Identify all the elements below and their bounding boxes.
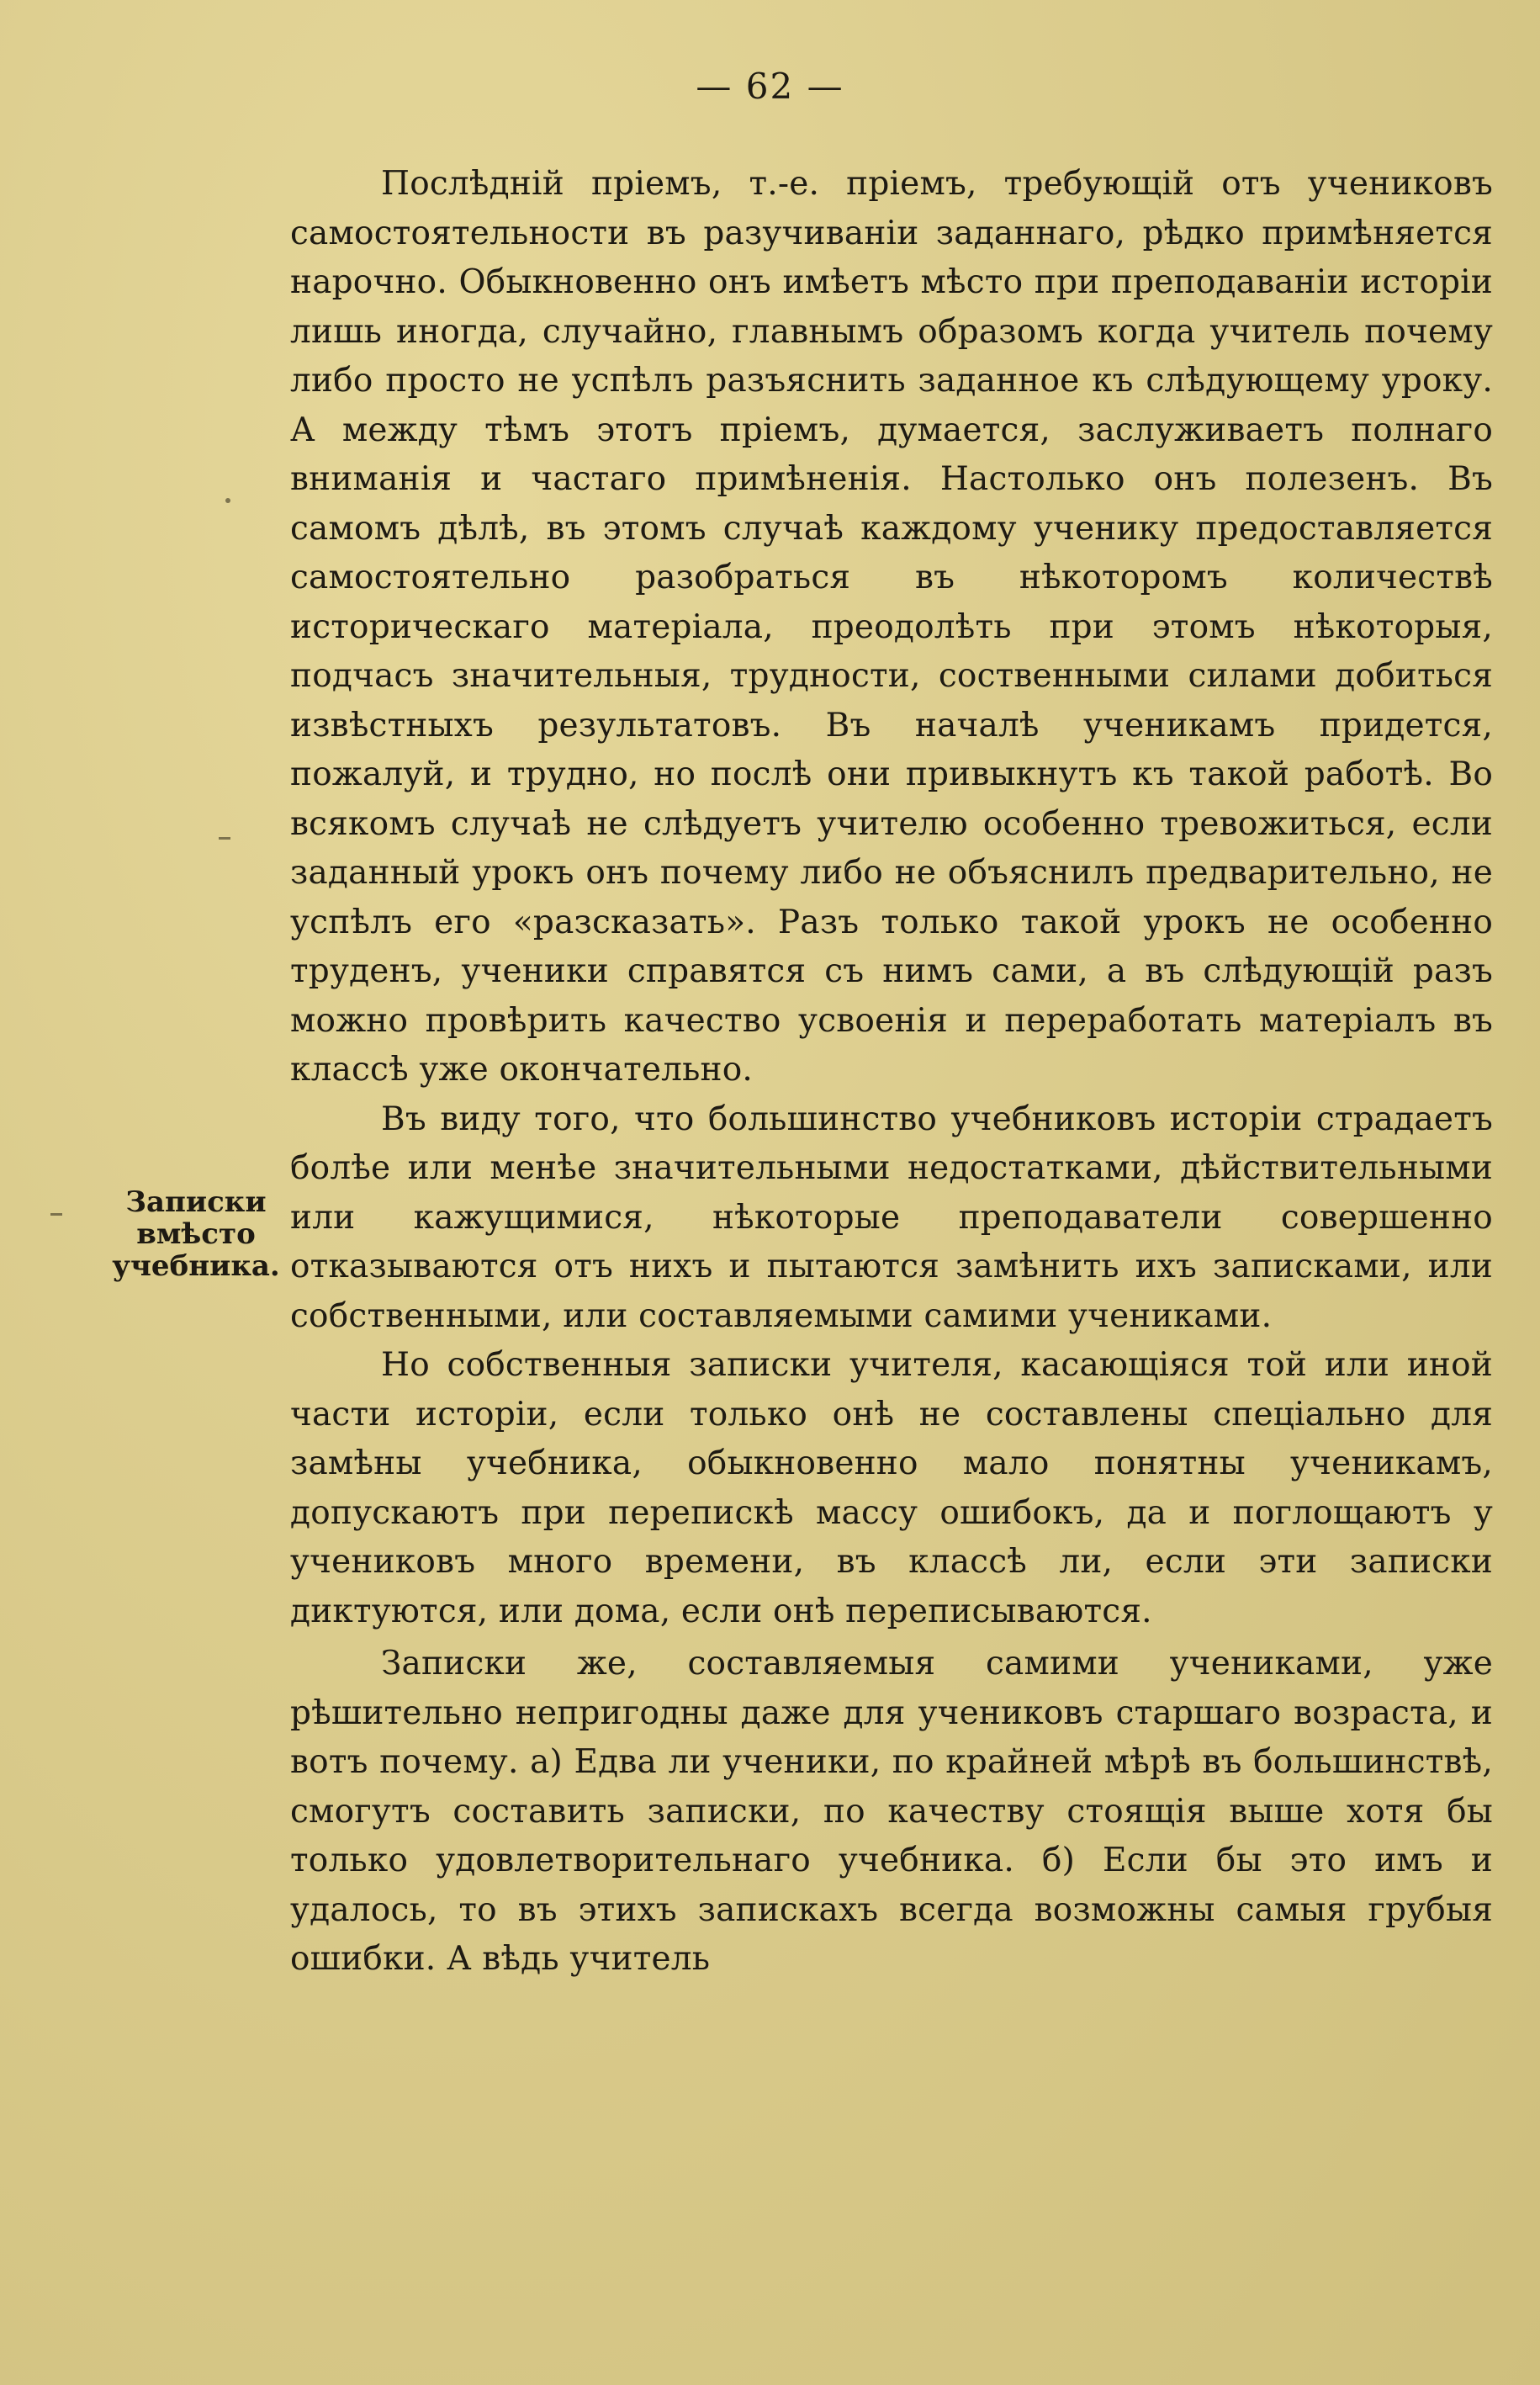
- paragraph: Въ виду того, что большинство учебниковъ исторіи страдаетъ болѣе или менѣе значительными недостатками, дѣйствительными или кажущимися, нѣкоторые преподаватели совершенно отказываются отъ нихъ и пытаются замѣнить ихъ записками, или собственными, или составляемыми самими учениками.: [290, 1100, 1493, 1335]
- paragraph: Послѣдній пріемъ, т.-е. пріемъ, требующій отъ учениковъ самостоятельности въ разучиваніи заданнаго, рѣдко примѣняется нарочно. Обыкновенно онъ имѣетъ мѣсто при преподаваніи исторіи лишь иногда, случайно, главнымъ образомъ когда учитель почему либо просто не успѣлъ разъяснить заданное къ слѣдующему уроку. А между тѣмъ этотъ пріемъ, думается, заслуживаетъ полнаго вниманія и частаго примѣненія. Настолько онъ полезенъ. Въ самомъ дѣлѣ, въ этомъ случаѣ каждому ученику предоставляется самостоятельно разобраться въ нѣкоторомъ количествѣ историческаго матеріала, преодолѣть при этомъ нѣкоторыя, подчасъ значительныя, трудности, соственными силами добиться извѣстныхъ результатовъ. Въ началѣ ученикамъ придется, пожалуй, и трудно, но послѣ они привыкнутъ къ такой работѣ. Во всякомъ случаѣ не слѣдуетъ учителю особенно тревожиться, если заданный урокъ онъ почему либо не объяснилъ предварительно, не успѣлъ его «разсказать». Разъ только такой урокъ не особенно труденъ, ученики справятся съ нимъ сами, а въ слѣдующій разъ можно провѣрить качество усвоенія и переработать матеріалъ въ классѣ уже окончательно.: [290, 165, 1493, 1089]
- margin-note-line: Записки: [125, 1185, 267, 1219]
- page-number: — 62 —: [696, 66, 844, 107]
- paragraph: Записки же, составляемыя самими учениками, уже рѣшительно непригодны даже для учениковъ старшаго возраста, и вотъ почему. а) Едва ли ученики, по крайней мѣрѣ въ большинствѣ, смогутъ составить записки, по качеству стоящія выше хотя бы только удовлетворительнаго учебника. б) Если бы это имъ и удалось, то въ этихъ запискахъ всегда возможны самыя грубыя ошибки. А вѣдь учитель: [290, 1645, 1493, 1978]
- paragraph: Но собственныя записки учителя, касающіяся той или иной части исторіи, если только онѣ не составлены спеціально для замѣны учебника, обыкновенно мало понятны ученикамъ, допускаютъ при перепискѣ массу ошибокъ, да и поглощаютъ у учениковъ много времени, въ классѣ ли, если эти записки диктуются, или дома, если онѣ переписываются.: [290, 1346, 1493, 1630]
- stray-mark: [50, 1213, 62, 1216]
- margin-note-line: учебника.: [112, 1249, 280, 1283]
- margin-note: [108, 1186, 284, 1282]
- stray-mark: [219, 837, 230, 840]
- stray-mark: [225, 498, 230, 503]
- body-text: [290, 160, 1493, 1985]
- margin-note-line: вмѣсто: [136, 1217, 256, 1251]
